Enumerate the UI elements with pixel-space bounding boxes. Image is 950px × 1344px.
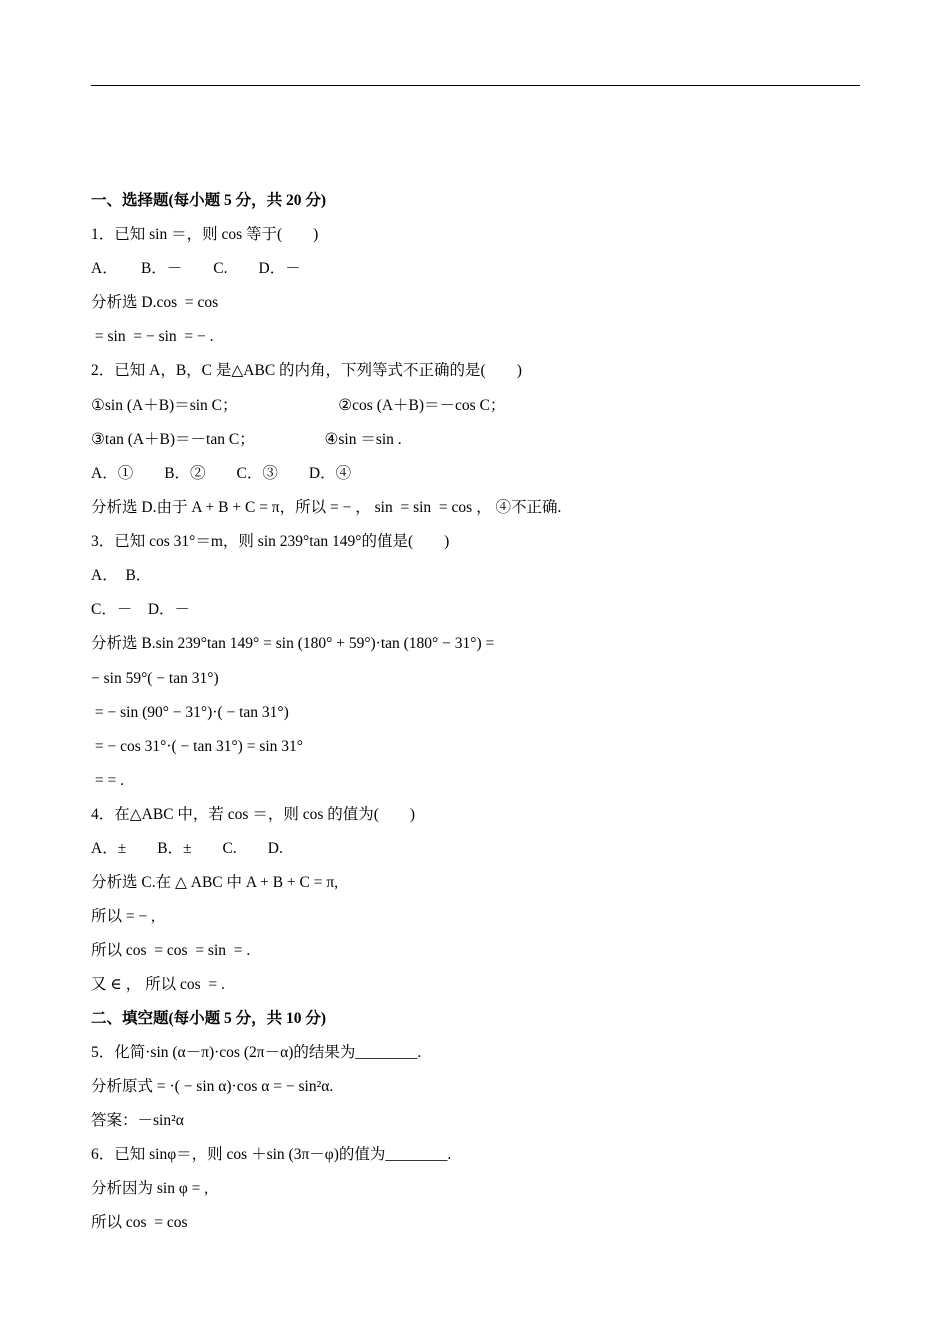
- analysis-1-line-2: = sin = − sin = − .: [91, 328, 214, 345]
- question-3-options-ab: A． B．: [91, 567, 152, 584]
- answer-5: 答案：－sin²α: [91, 1112, 184, 1129]
- analysis-4-line-2: 所以 = − ,: [91, 908, 155, 925]
- question-5: 5．化简·sin (α－π)·cos (2π－α)的结果为________.: [91, 1044, 422, 1061]
- analysis-6-line-2: 所以 cos = cos: [91, 1214, 188, 1231]
- question-4-options: A．± B．± C. D.: [91, 840, 283, 857]
- analysis-1-line-1: 分析选 D.cos = cos: [91, 294, 219, 311]
- section-heading-choice: 一、选择题(每小题 5 分，共 20 分): [91, 192, 327, 209]
- header-rule: [91, 85, 860, 86]
- question-2-options: A．① B．② C．③ D．④: [91, 465, 352, 482]
- question-3: 3．已知 cos 31°＝m，则 sin 239°tan 149°的值是( ): [91, 533, 450, 550]
- analysis-3-line-5: = = .: [91, 772, 124, 789]
- analysis-4-line-3: 所以 cos = cos = sin = .: [91, 942, 251, 959]
- question-2-statements-2: ③tan (A＋B)＝－tan C； ④sin ＝sin .: [91, 431, 402, 448]
- question-6: 6．已知 sinφ＝，则 cos ＋sin (3π－φ)的值为________.: [91, 1146, 452, 1163]
- analysis-3-line-3: = − sin (90° − 31°)·( − tan 31°): [91, 704, 289, 721]
- question-1: 1．已知 sin ＝，则 cos 等于( ): [91, 226, 319, 243]
- analysis-3-line-4: = − cos 31°·( − tan 31°) = sin 31°: [91, 738, 303, 755]
- analysis-4-line-1: 分析选 C.在 △ ABC 中 A + B + C = π,: [91, 874, 339, 891]
- question-3-options-cd: C．－ D．－: [91, 601, 191, 618]
- question-1-options: A． B．－ C. D．－: [91, 260, 301, 277]
- section-heading-fill: 二、填空题(每小题 5 分，共 10 分): [91, 1010, 327, 1027]
- analysis-4-line-4: 又 ∈ ， 所以 cos = .: [91, 976, 225, 993]
- analysis-5: 分析原式 = ·( − sin α)·cos α = − sin²α.: [91, 1078, 334, 1095]
- question-2: 2．已知 A，B，C 是△ABC 的内角，下列等式不正确的是( ): [91, 362, 522, 379]
- analysis-2: 分析选 D.由于 A + B + C = π，所以 = − ， sin = sin = cos ， ④不正确.: [91, 499, 562, 516]
- analysis-3-line-1: 分析选 B.sin 239°tan 149° = sin (180° + 59°)·tan (180° − 31°) =: [91, 635, 495, 652]
- question-2-statements-1: ①sin (A＋B)＝sin C； ②cos (A＋B)＝－cos C；: [91, 397, 506, 414]
- analysis-6-line-1: 分析因为 sin φ = ,: [91, 1180, 209, 1197]
- analysis-3-line-2: − sin 59°( − tan 31°): [91, 670, 219, 687]
- question-4: 4．在△ABC 中，若 cos ＝，则 cos 的值为( ): [91, 806, 416, 823]
